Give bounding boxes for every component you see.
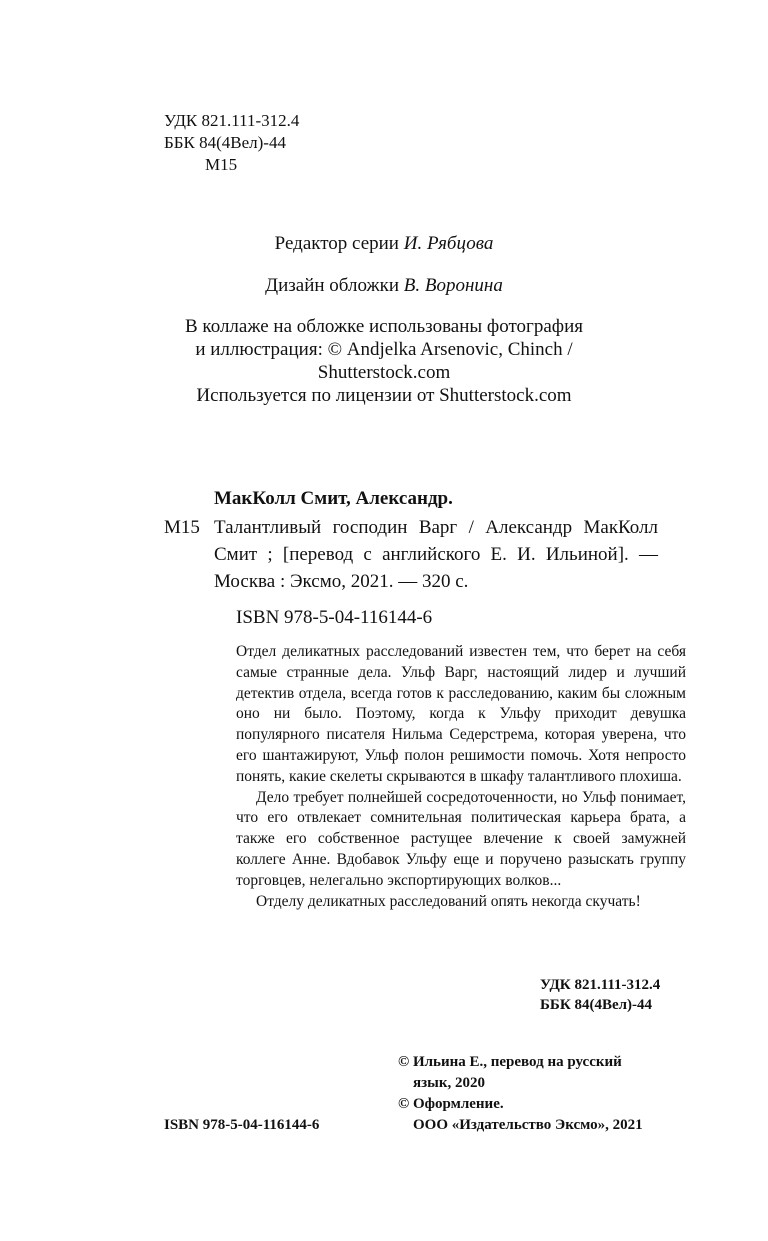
bbk-code-right: ББК 84(4Вел)-44	[540, 997, 653, 1013]
collage-credits	[0, 315, 768, 407]
annotation-paragraph: Отделу деликатных расследований опять некогда скучать!	[256, 892, 641, 910]
cover-design-label: Дизайн обложки	[265, 275, 404, 296]
udk-code: УДК 821.111-312.4	[164, 111, 300, 130]
catalog-author: МакКолл Смит, Александр.	[214, 488, 453, 509]
series-editor-name: И. Рябцова	[403, 233, 494, 254]
annotation-paragraph: Отдел деликатных расследований известен тем, что берет на себя самые странные дела. Ульф Варг, настоящий лидер и лучший детектив отдела, всегда готов к расследованию, каким бы сложным оно ни было. Поэтому, когда к Ульфу приходит девушка популярного писателя Нильма Седерстрема, которая уверена, что его шантажируют, Ульф полон решимости помочь. Хотя непросто понять, какие скелеты скрываются в шкафу талантливого плохиша.	[236, 643, 686, 785]
classification-right	[540, 975, 660, 1015]
series-editor	[0, 232, 768, 256]
annotation	[236, 642, 686, 912]
collage-line: и иллюстрация: © Andjelka Arsenovic, Chinch /	[195, 339, 573, 360]
catalog-mark: М15	[164, 517, 200, 538]
copyright-line: © Ильина Е., перевод на русский	[398, 1054, 622, 1070]
catalog-description: Талантливый господин Варг / Александр МакКолл Смит ; [перевод с английского Е. И. Ильиной]. — Москва : Эксмо, 2021. — 320 с.	[214, 517, 658, 592]
copyright-line: ООО «Издательство Эксмо», 2021	[413, 1117, 643, 1133]
copyright-block	[398, 1052, 698, 1136]
collage-line: В коллаже на обложке использованы фотография	[185, 316, 583, 337]
annotation-paragraph: Дело требует полнейшей сосредоточенности, но Ульф понимает, что его отвлекает сомнительная политическая карьера брата, а также его собственное растущее влечение к своей замужней коллеге Анне. Вдобавок Ульфу еще и поручено разыскать группу торговцев, нелегально экспортирующих волков...	[236, 788, 686, 889]
isbn-bottom: ISBN 978-5-04-116144-6	[164, 1117, 320, 1133]
copyright-line: © Оформление.	[398, 1096, 504, 1112]
author-mark: М15	[205, 155, 238, 174]
cover-design-name: В. Воронина	[403, 275, 503, 296]
collage-line: Используется по лицензии от Shutterstock.com	[196, 385, 572, 406]
series-editor-label: Редактор серии	[274, 233, 404, 254]
copyright-line: язык, 2020	[413, 1075, 485, 1091]
credits-block	[0, 232, 768, 316]
udk-code-right: УДК 821.111-312.4	[540, 977, 661, 993]
bbk-code: ББК 84(4Вел)-44	[164, 133, 286, 152]
classification-block	[164, 110, 299, 176]
collage-line: Shutterstock.com	[317, 362, 451, 383]
cover-design	[0, 274, 768, 298]
catalog-isbn: ISBN 978-5-04-116144-6	[236, 607, 433, 628]
